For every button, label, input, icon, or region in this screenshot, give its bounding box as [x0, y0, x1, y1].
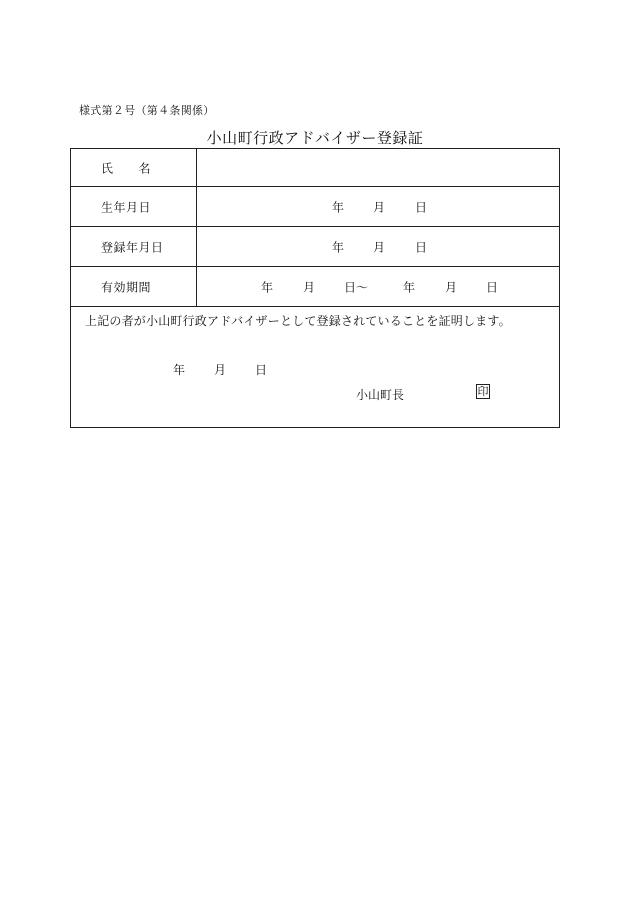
seal-mark: 印 — [477, 385, 489, 398]
issue-month-unit: 月 — [214, 363, 227, 377]
certification-statement: 上記の者が小山町行政アドバイザーとして登録されていることを証明します。 — [85, 314, 511, 328]
name-label-cell — [71, 149, 197, 186]
name-row — [71, 149, 559, 187]
birth-month-unit: 月 — [373, 200, 386, 214]
document-title: 小山町行政アドバイザー登録証 — [206, 129, 424, 147]
form-number: 様式第２号（第４条関係） — [79, 104, 215, 117]
registration-certificate-table — [70, 148, 560, 428]
registration-month-unit: 月 — [373, 240, 386, 254]
birth-day-unit: 日 — [415, 200, 428, 214]
birth-date-label-cell — [71, 187, 197, 226]
name-value-cell — [197, 149, 559, 186]
registration-date-row — [71, 227, 559, 267]
birth-date-label: 生年月日 — [101, 200, 152, 214]
validity-from-year-unit: 年 — [261, 280, 274, 294]
validity-to-month-unit: 月 — [445, 280, 458, 294]
registration-day-unit: 日 — [415, 240, 428, 254]
name-label: 氏 名 — [101, 161, 152, 175]
birth-date-row — [71, 187, 559, 227]
registration-year-unit: 年 — [332, 240, 345, 254]
validity-period-label-cell — [71, 267, 197, 306]
validity-period-value-cell — [197, 267, 559, 306]
birth-year-unit: 年 — [332, 200, 345, 214]
issue-day-unit: 日 — [255, 363, 268, 377]
validity-period-row — [71, 267, 559, 307]
issue-year-unit: 年 — [173, 363, 186, 377]
validity-from-month-unit: 月 — [303, 280, 316, 294]
validity-from-day-unit: 日～ — [344, 280, 369, 294]
registration-date-label-cell — [71, 227, 197, 266]
birth-date-value-cell — [197, 187, 559, 226]
validity-to-year-unit: 年 — [403, 280, 416, 294]
registration-date-label: 登録年月日 — [101, 240, 164, 254]
registration-date-value-cell — [197, 227, 559, 266]
validity-period-label: 有効期間 — [101, 280, 152, 294]
validity-to-day-unit: 日 — [486, 280, 499, 294]
issuer-title: 小山町長 — [356, 388, 405, 402]
